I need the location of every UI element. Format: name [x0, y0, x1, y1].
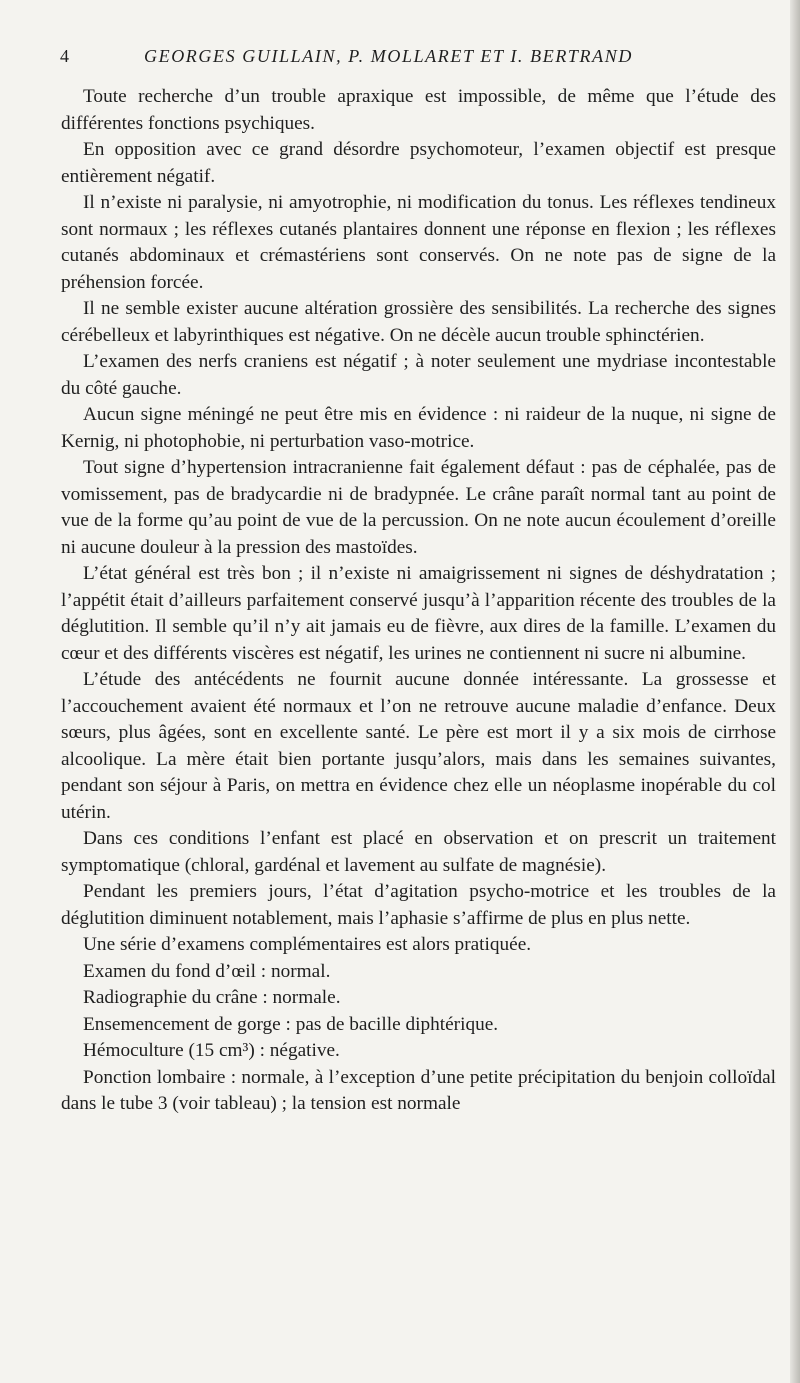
page-number: 4	[60, 46, 70, 66]
paragraph: Une série d’examens complémentaires est alors pratiquée.	[83, 934, 532, 955]
paragraph: Radiographie du crâne : normale.	[83, 987, 341, 1008]
page-edge-shadow	[790, 0, 800, 1383]
paragraph: Pendant les premiers jours, l’état d’agitation psycho-motrice et les troubles de la déglutition diminuent notablement, mais l’aphasie s’affirme de plus en plus nette.	[61, 881, 776, 929]
paragraph: Il ne semble exister aucune altération grossière des sensibilités. La recherche des signes cérébelleux et labyrinthiques est négative. On ne décèle aucun trouble sphinctérien.	[61, 298, 776, 346]
paragraph: Dans ces conditions l’enfant est placé en observation et on prescrit un traitement symptomatique (chloral, gardénal et lavement au sulfate de magnésie).	[61, 828, 776, 876]
paragraph: Hémoculture (15 cm³) : négative.	[83, 1040, 340, 1061]
paragraph: Ponction lombaire : normale, à l’exception d’une petite précipitation du benjoin colloïdal dans le tube 3 (voir tableau) ; la tension est normale	[61, 1066, 776, 1114]
running-header	[60, 46, 760, 76]
paragraph: Il n’existe ni paralysie, ni amyotrophie, ni modification du tonus. Les réflexes tendineux sont normaux ; les réflexes cutanés plantaires donnent une réponse en flexion ; les réflexes cutanés abdominaux et crémastériens sont conservés. On ne note pas de signe de la préhension forcée.	[61, 192, 776, 293]
paragraph: Toute recherche d’un trouble apraxique est impossible, de même que l’étude des différentes fonctions psychiques.	[61, 86, 776, 134]
body-text	[61, 84, 776, 1118]
paragraph: Aucun signe méningé ne peut être mis en évidence : ni raideur de la nuque, ni signe de Kernig, ni photophobie, ni perturbation vaso-motrice.	[61, 404, 776, 452]
paragraph: En opposition avec ce grand désordre psychomoteur, l’examen objectif est presque entièrement négatif.	[61, 139, 776, 187]
running-header-authors: GEORGES GUILLAIN, P. MOLLARET ET I. BERTRAND	[144, 46, 633, 66]
paragraph: Ensemencement de gorge : pas de bacille diphtérique.	[83, 1013, 499, 1035]
paragraph: L’état général est très bon ; il n’existe ni amaigrissement ni signes de déshydratation ; l’appétit était d’ailleurs parfaitement conservé jusqu’à l’apparition récente des troubles de la déglutition. Il semble qu’il n’y ait jamais eu de fièvre, aux dires de la famille. L’examen du cœur et des différents viscères est négatif, les urines ne contiennent ni sucre ni albumine.	[61, 563, 776, 664]
paragraph: Tout signe d’hypertension intracranienne fait également défaut : pas de céphalée, pas de vomissement, pas de bradycardie ni de bradypnée. Le crâne paraît normal tant au point de vue de la forme qu’au point de vue de la percussion. On ne note aucun écoulement d’oreille ni aucune douleur à la pression des mastoïdes.	[61, 457, 776, 558]
paragraph: L’examen des nerfs craniens est négatif ; à noter seulement une mydriase incontestable du côté gauche.	[61, 351, 776, 399]
paragraph: Examen du fond d’œil : normal.	[83, 960, 331, 982]
paragraph: L’étude des antécédents ne fournit aucune donnée intéressante. La grossesse et l’accouchement avaient été normaux et l’on ne retrouve aucune maladie d’enfance. Deux sœurs, plus âgées, sont en excellente santé. Le père est mort il y a six mois de cirrhose alcoolique. La mère était bien portante jusqu’alors, mais dans les semaines suivantes, pendant son séjour à Paris, on mettra en évidence chez elle un néoplasme inopérable du col utérin.	[61, 669, 776, 823]
